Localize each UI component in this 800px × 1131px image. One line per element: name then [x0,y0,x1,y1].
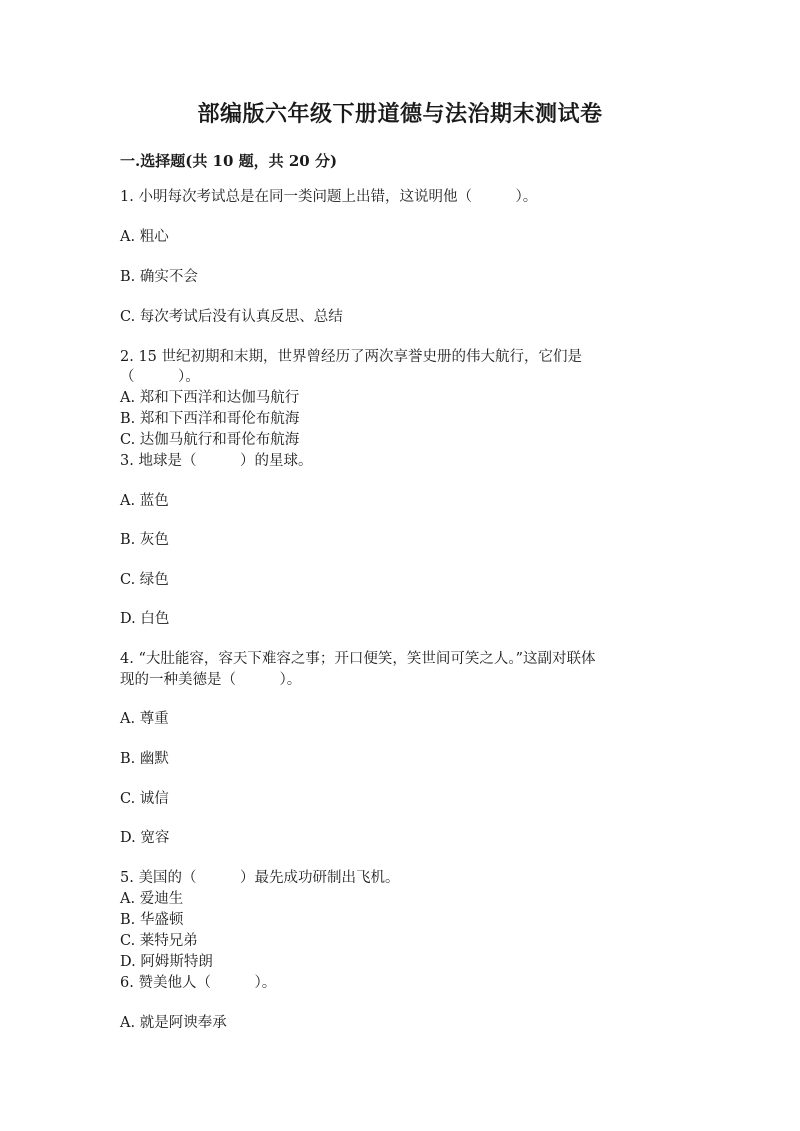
question-2-stem-line-1: 2. 15 世纪初期和末期，世界曾经历了两次享誉史册的伟大航行，它们是 [120,349,583,365]
question-2-option-a: A. 郑和下西洋和达伽马航行 [120,390,300,406]
question-3-stem: 3. 地球是（ ）的星球。 [120,453,313,469]
question-4-option-d: D. 宽容 [120,830,170,846]
question-2-option-c: C. 达伽马航行和哥伦布航海 [120,432,300,448]
question-2-stem-line-2: （ ）。 [120,369,200,385]
question-4-option-b: B. 幽默 [120,751,169,767]
question-4-stem-line-2: 现的一种美德是（ ）。 [120,672,302,688]
question-3-option-c: C. 绿色 [120,572,169,588]
question-1-option-b: B. 确实不会 [120,269,198,285]
question-6-option-a: A. 就是阿谀奉承 [120,1015,227,1031]
section-header: 一.选择题(共 10 题，共 20 分) [120,152,338,170]
question-4-option-a: A. 尊重 [120,711,169,727]
question-4-stem-line-1: 4. “大肚能容，容天下难容之事；开口便笑，笑世间可笑之人。”这副对联体 [120,651,596,667]
question-5-option-b: B. 华盛顿 [120,912,184,928]
page-title: 部编版六年级下册道德与法治期末测试卷 [197,101,603,127]
question-5-option-d: D. 阿姆斯特朗 [120,954,213,970]
question-5-stem: 5. 美国的（ ）最先成功研制出飞机。 [120,870,400,886]
question-1-option-a: A. 粗心 [120,229,169,245]
question-2-option-b: B. 郑和下西洋和哥伦布航海 [120,411,300,427]
question-5-option-a: A. 爱迪生 [120,891,184,907]
question-3-option-b: B. 灰色 [120,532,169,548]
question-1-option-c: C. 每次考试后没有认真反思、总结 [120,309,343,325]
question-5-option-c: C. 莱特兄弟 [120,933,198,949]
question-6-stem: 6. 赞美他人（ ）。 [120,975,277,991]
question-3-option-d: D. 白色 [120,611,170,627]
question-1-stem: 1. 小明每次考试总是在同一类问题上出错，这说明他（ ）。 [120,189,538,205]
question-4-option-c: C. 诚信 [120,791,169,807]
question-3-option-a: A. 蓝色 [120,493,169,509]
